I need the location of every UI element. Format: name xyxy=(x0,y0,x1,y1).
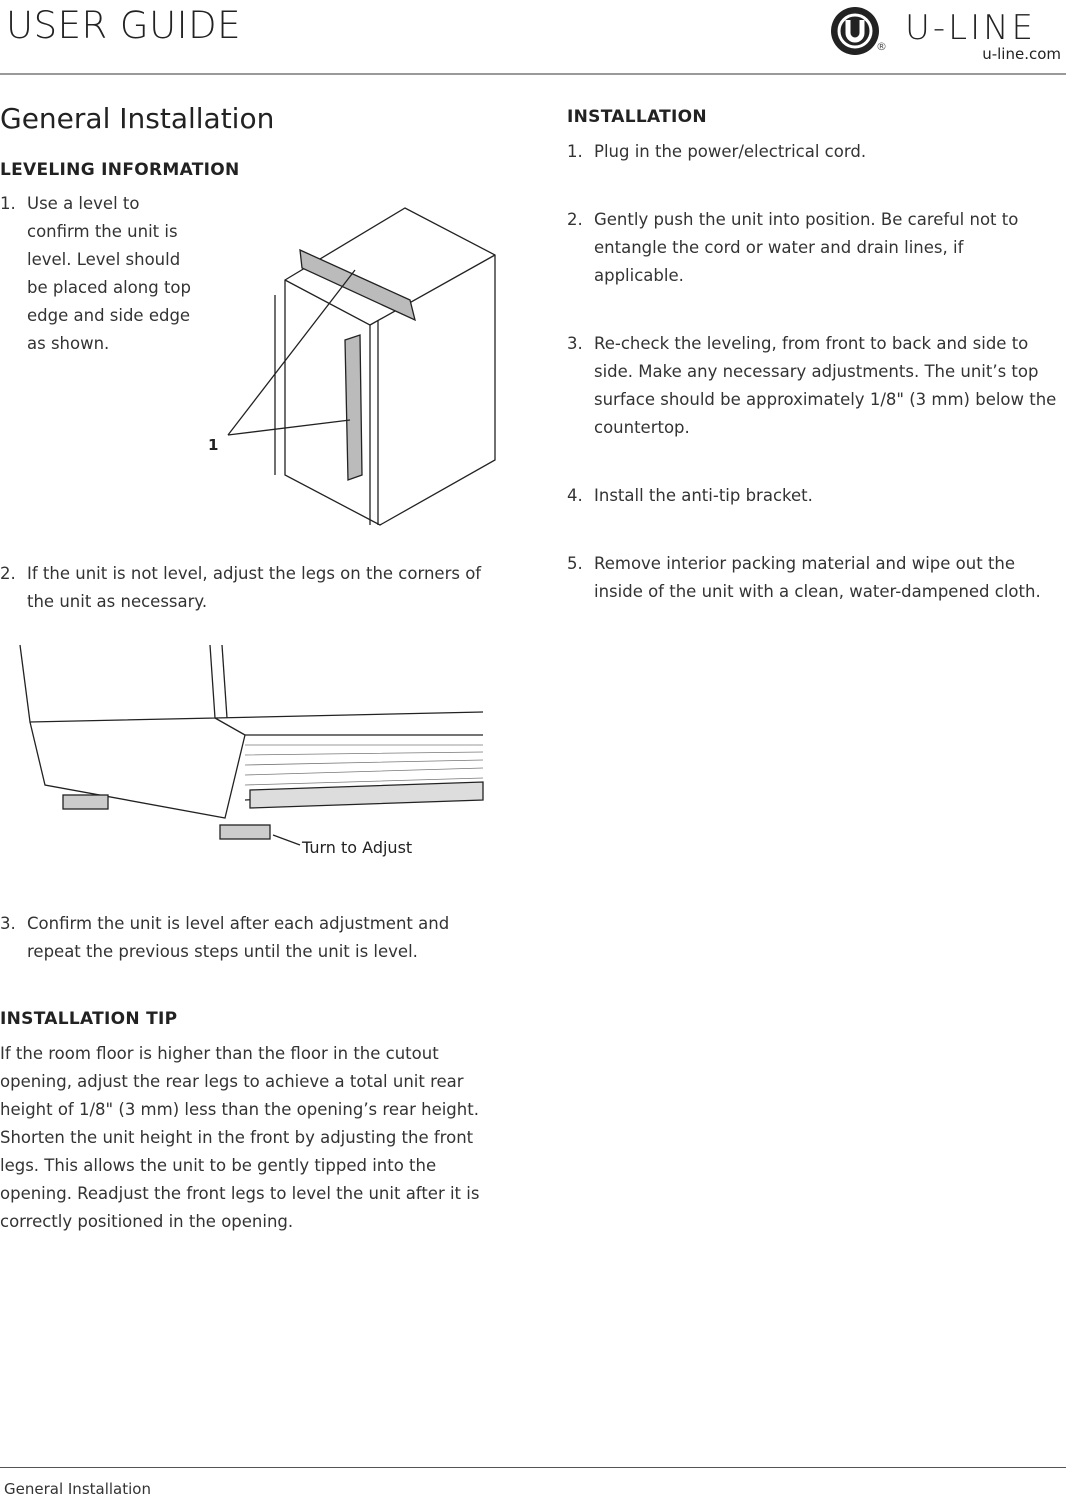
level-on-unit-illustration xyxy=(200,200,500,530)
tip-heading: INSTALLATION TIP xyxy=(0,1009,178,1029)
installation-step-3 xyxy=(567,330,1062,442)
footer-text: General Installation xyxy=(4,1480,151,1498)
step-text: Confirm the unit is level after each adjustment and repeat the previous steps until the unit is level. xyxy=(27,914,450,961)
step-text: Use a level to confirm the unit is level. Level should be placed along top edge and side edge as shown. xyxy=(27,194,191,353)
adjust-legs-illustration xyxy=(15,640,485,855)
installation-step-5 xyxy=(567,550,1062,606)
step-number: 3. xyxy=(567,334,583,353)
brand-name: U-LINE xyxy=(905,8,1037,48)
installation-step-4 xyxy=(567,482,1057,510)
step-text: Re-check the leveling, from front to back and side to side. Make any necessary adjustments. The unit’s top surface should be approximately 1/8" (3 mm) below the countertop. xyxy=(594,334,1057,437)
installation-step-1 xyxy=(567,138,1057,166)
step-text: Gently push the unit into position. Be careful not to entangle the cord or water and drain lines, if applicable. xyxy=(594,210,1019,285)
installation-step-2 xyxy=(567,206,1057,290)
step-number: 1. xyxy=(0,194,16,213)
step-text: Remove interior packing material and wipe out the inside of the unit with a clean, water-dampened cloth. xyxy=(594,554,1041,601)
step-number: 3. xyxy=(0,914,16,933)
leveling-step-3 xyxy=(0,910,495,966)
leveling-step-1 xyxy=(0,190,200,358)
footer-divider xyxy=(0,1467,1066,1468)
registered-mark: ® xyxy=(876,40,887,53)
callout-1: 1 xyxy=(208,436,219,454)
installation-heading: INSTALLATION xyxy=(567,107,707,127)
step-number: 5. xyxy=(567,554,583,573)
step-number: 4. xyxy=(567,486,583,505)
page-title: General Installation xyxy=(0,102,275,135)
step-text: Install the anti-tip bracket. xyxy=(594,486,813,505)
website: u-line.com xyxy=(982,45,1061,63)
step-number: 2. xyxy=(567,210,583,229)
tip-text: If the room floor is higher than the floor in the cutout opening, adjust the rear legs to achieve a total unit rear height of 1/8" (3 mm) less than the opening’s rear height. Shorten the unit height in the front by adjusting the front legs. This allows the unit to be gently tipped into the opening. Readjust the front legs to level the unit after it is correctly positioned in the opening. xyxy=(0,1044,480,1231)
leveling-heading: LEVELING INFORMATION xyxy=(0,160,240,180)
step-text: If the unit is not level, adjust the legs on the corners of the unit as necessary. xyxy=(27,564,482,611)
header-title: USER GUIDE xyxy=(6,4,241,47)
step-number: 1. xyxy=(567,142,583,161)
leveling-step-2 xyxy=(0,560,495,616)
u-line-logo xyxy=(830,6,886,62)
step-number: 2. xyxy=(0,564,16,583)
header-divider xyxy=(0,73,1066,75)
turn-to-adjust-label: Turn to Adjust xyxy=(302,838,413,857)
step-text: Plug in the power/electrical cord. xyxy=(594,142,867,161)
